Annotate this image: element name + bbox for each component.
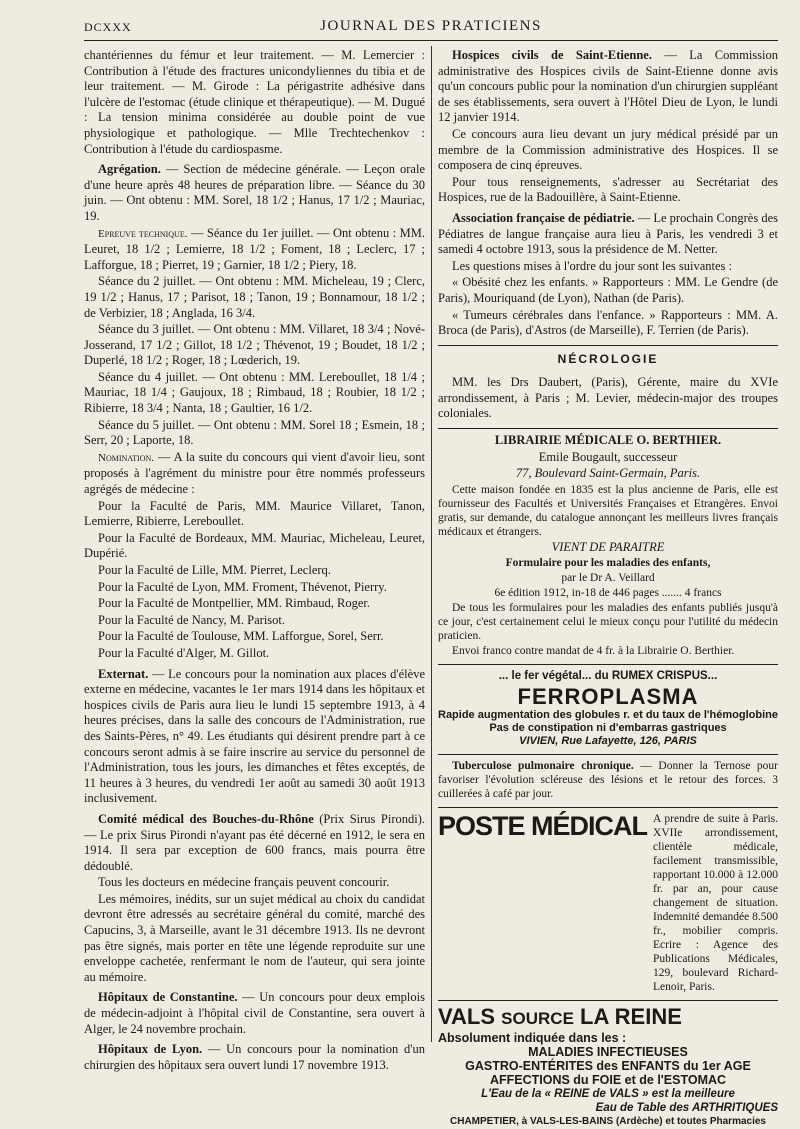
vals-subtitle: Absolument indiquée dans les : [438,1031,627,1046]
column-divider [431,46,432,1042]
pediatrie-obesite: « Obésité chez les enfants. » Rapporteurs : MM. Le Gendre (de Paris), Mouriquand (de Lyon), Nathan (de Paris). [438,275,778,305]
formulaire-author: par le Dr A. Veillard [561,572,655,585]
vals-indication-3: AFFECTIONS du FOIE et de l'ESTOMAC [489,1073,727,1088]
faculty-lyon: Pour la Faculté de Lyon, MM. Froment, Thévenot, Pierry. [98,579,387,594]
epreuve-label: Epreuve technique. [98,227,188,240]
pediatrie-tumeurs: « Tumeurs cérébrales dans l'enfance. » Rapporteurs : MM. A. Broca (de Paris), d'Astros (de Marseille), F. Terrien (de Paris). [438,307,778,338]
poste-medical-ad [438,812,778,994]
comite-heading: Comité médical des Bouches-du-Rhône [98,811,314,826]
faculty-lille: Pour la Faculté de Lille, MM. Pierret, Leclerq. [98,563,331,577]
librairie-text: Cette maison fondée en 1835 est la plus ancienne de Paris, elle est fournisseur des Facultés et Universités Françaises et Etrangères. Envoi gratis, sur demande, du catalogue annonçant les meilleurs livres français médicaux et étrangers. [438,483,778,538]
seance-4: Séance du 4 juillet. — Ont obtenu : MM. Lereboullet, 18 1/4 ; Mauriac, 18 1/4 ; Gaujoux, 18 ; Rimbaud, 18 ; Roubier, 18 1/2 ; Ribierre, 18 3/4 ; Nanta, 18 ; Gaultier, 16 1/2. [84,369,425,416]
rule [438,1000,778,1001]
left-column [84,48,425,1074]
faculty-nancy: Pour la Faculté de Nancy, M. Parisot. [98,612,285,627]
seance-3: Séance du 3 juillet. — Ont obtenu : MM. Villaret, 18 3/4 ; Nové-Josserand, 17 1/2 ; Gillot, 18 1/2 ; Thévenot, 19 ; Boudet, 18 1/2 ; Duperlé, 18 1/2 ; Roger, 18 ; Lœderich, 19. [84,322,425,368]
hospices-jury: Ce concours aura lieu devant un jury médical présidé par un membre de la Commission administrative des Hospices. Il se composera de cinq épreuves. [438,126,778,173]
agregation-paragraph: Agrégation. — Section de médecine générale. — Leçon orale d'une heure après 48 heures de préparation libre. — Séance du 30 juin. — Ont obtenu : MM. Sorel, 18 1/2 ; Hanus, 17 1/2 ; Mauriac, 19. [84,162,425,223]
hospices-paragraph: Hospices civils de Saint-Etienne. — La Commission administrative des Hospices civils de Saint-Etienne donne avis qu'un concours public pour la nomination d'un chirurgien suppléant de ses établissements, sera ouvert à l'Hôtel Dieu de Lyon, le lundi 12 janvier 1914. [438,48,778,125]
rule [438,428,778,429]
tuberculose-paragraph: Tuberculose pulmonaire chronique. — Donner la Ternose pour favoriser l'évolution scléreuse des lésions et le retour des forces. 3 cuillerées à café par jour. [438,760,778,801]
pediatrie-heading: Association française de pédiatrie. [452,210,635,225]
page-number: DCXXX [84,20,132,34]
page-header [84,16,778,41]
rule [438,345,778,346]
comite-memoires: Les mémoires, inédits, sur un sujet médical au choix du candidat devront être adressés au secrétaire général du comité, marché des Capucins, 3, à Marseille, avant le 31 décembre 1913. Ils ne devront pas être signés, mais porter en tête une légende reproduite sur une enveloppe cachetée, renfermant le nom de l'auteur, qui sera jointe au mémoire. [84,891,425,984]
agregation-heading: Agrégation. [98,162,161,177]
ferroplasma-logo: FERROPLASMA [517,684,699,710]
formulaire-edition: 6e édition 1912, in-18 de 446 pages ....... 4 francs [494,587,722,600]
externat-paragraph: Externat. — Le concours pour la nomination aux places d'élève externe en médecine, vacantes le 1er mars 1914 dans les hôpitaux et hospices civils de Paris aura lieu le lundi 15 septembre 1913, à 4 heures précises, dans la salle des concours de l'Administration, rue des Saints-Pères, n° 49. Les étudiants qui désirent prendre part à ce concours seront admis à se faire inscrire au service du personnel de l'Administration, tous les jours, les dimanches et fêtes exceptés, de 11 heures à 3 heures, du vendredi 1er août au samedi 30 août 1913 inclusivement. [84,666,425,806]
seance-2: Séance du 2 juillet. — Ont obtenu : MM. Micheleau, 19 ; Clerc, 19 1/2 ; Hanus, 17 ; Parisot, 18 ; Tanon, 19 ; Bonnamour, 18 1/2 ; de Verbizier, 18 ; Anglada, 16 3/4. [84,274,425,320]
vals-indication-2: GASTRO-ENTÉRITES des ENFANTS du 1er AGE [465,1059,751,1074]
tuberculose-heading: Tuberculose pulmonaire chronique. [452,760,634,773]
necrologie-heading: NÉCROLOGIE [557,351,659,366]
rule [438,807,778,808]
constantine-paragraph: Hôpitaux de Constantine. — Un concours pour deux emplois de médecin-adjoint à l'hôpital civil de Constantine, sera ouvert à Alger, le 24 novembre prochain. [84,990,425,1036]
journal-title: JOURNAL DES PRATICIENS [320,18,542,34]
lyon-paragraph: Hôpitaux de Lyon. — Un concours pour la nomination d'un chirurgien des hôpitaux sera ouvert lundi 17 novembre 1913. [84,1042,425,1072]
poste-medical-text: A prendre de suite à Paris. XVIIe arrondissement, clientèle médicale, facilement transmissible, rapportant 10.000 à 12.000 fr. par an, pour cause changement de situation. Indemnité demandée 8.500 fr., mobilier compris. Ecrire : Agence des Publications Médicales, 129, boulevard Richard-Lenoir, Paris. [653,813,778,994]
nomination-paragraph: Nomination. — A la suite du concours qui vient d'avoir lieu, sont proposés à l'agrément du ministre pour être nommés professeurs agrégés de médecine : [84,449,425,497]
ferroplasma-address: VIVIEN, Rue Lafayette, 126, PARIS [519,735,697,748]
ferroplasma-claim-2: Pas de constipation ni d'embarras gastriques [489,722,727,735]
thesis-list: chantériennes du fémur et leur traitement. — M. Lemercier : Contribution à l'étude des fractures unicondyliennes du tibia et de leur traitement. — M. Girode : La périgastrite adhésive dans l'ulcère de l'estomac (étude clinique et thérapeutique). — M. Dugué : La tension minima considérée au double point de vue physiologique et pathologique. — Mlle Trechtechenkov : Contribution à l'étude du cardiospasme. [84,48,425,156]
librairie-envoi: Envoi franco contre mandat de 4 fr. à la Librairie O. Berthier. [452,645,735,658]
pediatrie-questions: Les questions mises à l'ordre du jour sont les suivantes : [452,258,732,273]
vals-indication-1: MALADIES INFECTIEUSES [528,1045,688,1060]
lyon-heading: Hôpitaux de Lyon. [98,1042,203,1057]
faculty-montpellier: Pour la Faculté de Montpellier, MM. Rimbaud, Roger. [98,596,371,611]
nomination-label: Nomination. [98,451,155,464]
pediatrie-paragraph: Association française de pédiatrie. — Le prochain Congrès des Pédiatres de langue française aura lieu à Paris, les vendredi 3 et samedi 4 octobre 1913, sous la présidence de M. Netter. [438,210,778,257]
ferroplasma-tagline: ... le fer végétal... du RUMEX CRISPUS... [498,670,718,683]
right-column [438,48,778,1129]
librairie-formulaires: De tous les formulaires pour les maladies des enfants publiés jusqu'à ce jour, c'est certainement celui le mieux conçu pour l'utilité du médecin praticien. [438,602,778,643]
vals-slogan-2: Eau de Table des ARTHRITIQUES [595,1102,778,1115]
rule [438,754,778,755]
vals-slogan-1: L'Eau de la « REINE de VALS » est la meilleure [481,1088,735,1101]
vals-address: CHAMPETIER, à VALS-LES-BAINS (Ardèche) et toutes Pharmacies [450,1116,766,1128]
vals-logo: VALS SOURCE LA REINE [438,1004,682,1030]
poste-medical-title: POSTE MÉDICAL [438,811,648,842]
vient-de-paraitre: VIENT DE PARAITRE [551,539,665,554]
comite-eligibility: Tous les docteurs en médecine français peuvent concourir. [98,875,390,890]
externat-heading: Externat. [98,666,149,681]
comite-paragraph: Comité médical des Bouches-du-Rhône (Prix Sirus Pirondi). — Le prix Sirus Pirondi n'ayant pas été décerné en 1912, le sera en 1914. Il sera par exception de 600 francs, mais pourra être dédoublé. [84,811,425,873]
rule [438,664,778,665]
faculty-toulouse: Pour la Faculté de Toulouse, MM. Lafforgue, Sorel, Serr. [98,629,384,644]
hospices-heading: Hospices civils de Saint-Etienne. [452,48,652,62]
faculty-alger: Pour la Faculté d'Alger, M. Gillot. [98,645,270,660]
faculty-paris: Pour la Faculté de Paris, MM. Maurice Villaret, Tanon, Lemierre, Ribierre, Lereboullet. [84,498,425,529]
hospices-info: Pour tous renseignements, s'adresser au Secrétariat des Hospices, rue de la Badouillère, à Saint-Etienne. [438,174,778,205]
ferroplasma-claim-1: Rapide augmentation des globules r. et du taux de l'hémoglobine [438,709,778,722]
faculty-bordeaux: Pour la Faculté de Bordeaux, MM. Mauriac, Micheleau, Leuret, Dupérié. [84,530,425,561]
constantine-heading: Hôpitaux de Constantine. [98,990,238,1005]
formulaire-title: Formulaire pour les maladies des enfants, [505,557,711,570]
librairie-heading: LIBRAIRIE MÉDICALE O. BERTHIER. [494,433,722,448]
seance-5: Séance du 5 juillet. — Ont obtenu : MM. Sorel 18 ; Esmein, 18 ; Serr, 20 ; Laporte, 18. [84,417,425,448]
necrologie-text: MM. les Drs Daubert, (Paris), Gérente, maire du XVIe arrondissement, à Paris ; M. Levier, médecin-major des troupes coloniales. [438,375,778,421]
epreuve-paragraph: Epreuve technique. — Séance du 1er juillet. — Ont obtenu : MM. Leuret, 18 1/2 ; Lemierre, 18 1/2 ; Foment, 18 ; Leclerc, 17 ; Lafforgue, 18 ; Pierret, 19 ; Garnier, 18 1/2 ; Piery, 18. [84,225,425,272]
librairie-address: 77, Boulevard Saint-Germain, Paris. [515,466,701,481]
librairie-successor: Emile Bougault, successeur [538,449,678,464]
